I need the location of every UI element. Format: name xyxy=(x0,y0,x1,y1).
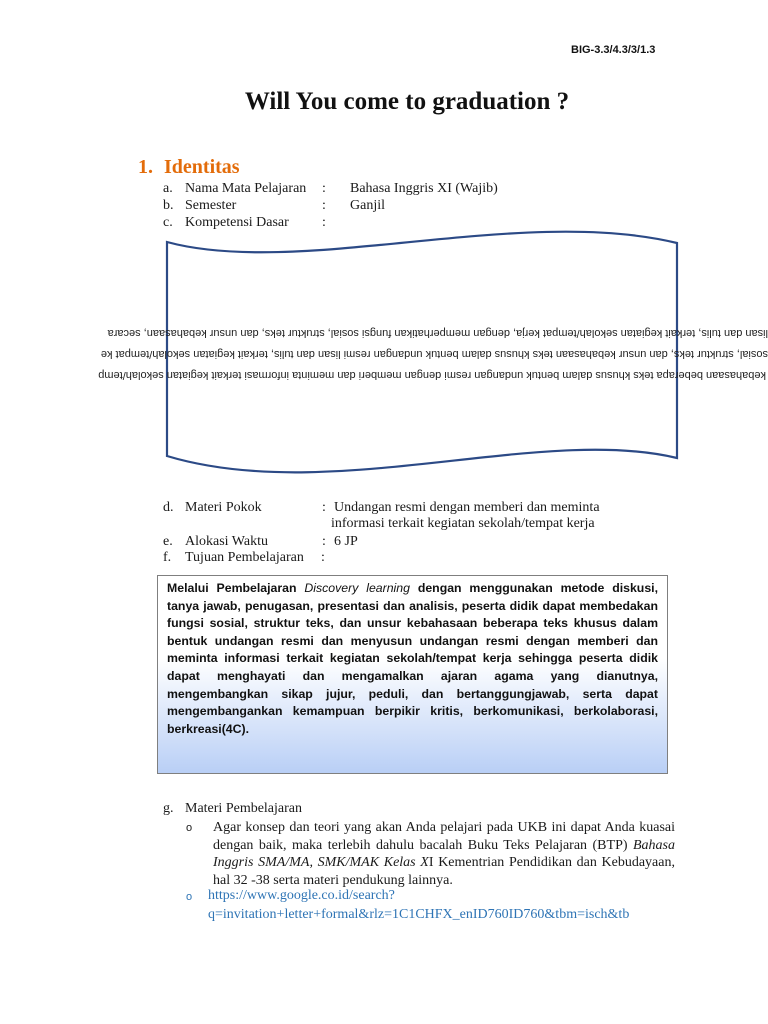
row-colon: : xyxy=(322,181,326,196)
tujuan-prefix: Melalui Pembelajaran xyxy=(167,581,297,595)
row-marker: c. xyxy=(163,215,173,230)
row-colon: : xyxy=(322,215,326,230)
section-title: Identitas xyxy=(164,156,240,178)
para-book-title: Bahasa Inggris SMA/MA, SMK/MAK Kelas X xyxy=(213,837,675,870)
page-title: Will You come to graduation ? xyxy=(244,88,570,115)
row-marker: e. xyxy=(163,534,173,549)
row-label: Alokasi Waktu xyxy=(185,534,268,549)
kompetensi-text-area xyxy=(0,322,768,392)
row-value: Bahasa Inggris XI (Wajib) xyxy=(350,181,498,196)
row-value: Undangan resmi dengan memberi dan meminta xyxy=(334,500,600,515)
reference-link[interactable]: https://www.google.co.id/search? xyxy=(208,888,395,903)
tujuan-body: dengan menggunakan metode diskusi, tanya jawab, penugasan, presentasi dan analisis, peserta didik dapat membedakan fungsi sosial, struktur teks, dan unsur kebahasaan beberapa teks khusus dalam bentuk undangan resmi dan menyusun undangan resmi dengan memberi dan meminta informasi terkait kegiatan sekolah/tempat kerja sehingga peserta didik dapat menghayati dan mengamalkan ajaran agama yang dianutnya, mengembangkan sikap jujur, peduli, dan bertanggungjawab, serta dapat mengembangankan kemampuan berpikir kritis, berkomunikasi, berkolaborasi, berkreasi(4C). xyxy=(167,581,658,736)
document-code: BIG-3.3/4.3/3/1.3 xyxy=(571,44,656,56)
row-marker: g. xyxy=(163,801,174,816)
row-colon: : xyxy=(322,534,326,549)
kompetensi-line: kebahasaan beberapa teks khusus dalam bentuk undangan resmi dengan memberi dan meminta informasi terkait kegiatan sekolah/temp xyxy=(98,369,766,381)
link-clip xyxy=(0,880,674,940)
para-text-end: I Kementrian Pendidikan dan Kebudayaan, hal 32 -38 serta materi pendukung lainnya. xyxy=(213,855,675,888)
reference-link-cont[interactable]: q=invitation+letter+formal&rlz=1C1CHFX_enID760ID760&tbm=isch&tb xyxy=(208,907,630,922)
para-text: Agar konsep dan teori yang akan Anda pelajari pada UKB ini dapat Anda kuasai dengan baik, maka terlebih dahulu bacalah Buku Teks Pelajaran (BTP) xyxy=(213,820,675,853)
kompetensi-line: lisan dan tulis, terkait kegiatan sekolah/tempat kerja, dengan memperhatikan fungsi sosial, struktur teks, dan unsur kebahasaan, secara xyxy=(107,327,768,339)
materi-paragraph xyxy=(213,819,675,889)
row-marker: d. xyxy=(163,500,174,515)
row-colon: : xyxy=(322,500,326,515)
row-label: Materi Pembelajaran xyxy=(185,801,303,816)
row-label: Semester xyxy=(185,198,237,213)
row-marker: b. xyxy=(163,198,174,213)
row-colon: : xyxy=(322,198,326,213)
row-label: Nama Mata Pelajaran xyxy=(185,181,307,196)
row-label: Tujuan Pembelajaran xyxy=(185,550,304,565)
row-value: 6 JP xyxy=(334,534,358,549)
bullet-icon: o xyxy=(186,891,193,903)
row-marker: a. xyxy=(163,181,173,196)
row-value: Ganjil xyxy=(350,198,385,213)
row-marker: f. xyxy=(163,550,172,565)
row-value-cont: informasi terkait kegiatan sekolah/tempat kerja xyxy=(331,516,595,531)
kompetensi-line: sosial, struktur teks, dan unsur kebahasaan teks khusus dalam bentuk undangan resmi lisan dan tulis, terkait kegiatan sekolah/tempat ke xyxy=(100,348,768,360)
kompetensi-mirrored-text xyxy=(0,322,768,385)
row-label: Kompetensi Dasar xyxy=(185,215,289,230)
tujuan-text xyxy=(167,580,658,738)
row-colon: : xyxy=(321,550,325,565)
row-label: Materi Pokok xyxy=(185,500,262,515)
bullet-icon: o xyxy=(186,822,193,834)
section-number: 1. xyxy=(138,156,153,178)
tujuan-method: Discovery learning xyxy=(304,581,410,595)
tujuan-box xyxy=(157,575,668,774)
